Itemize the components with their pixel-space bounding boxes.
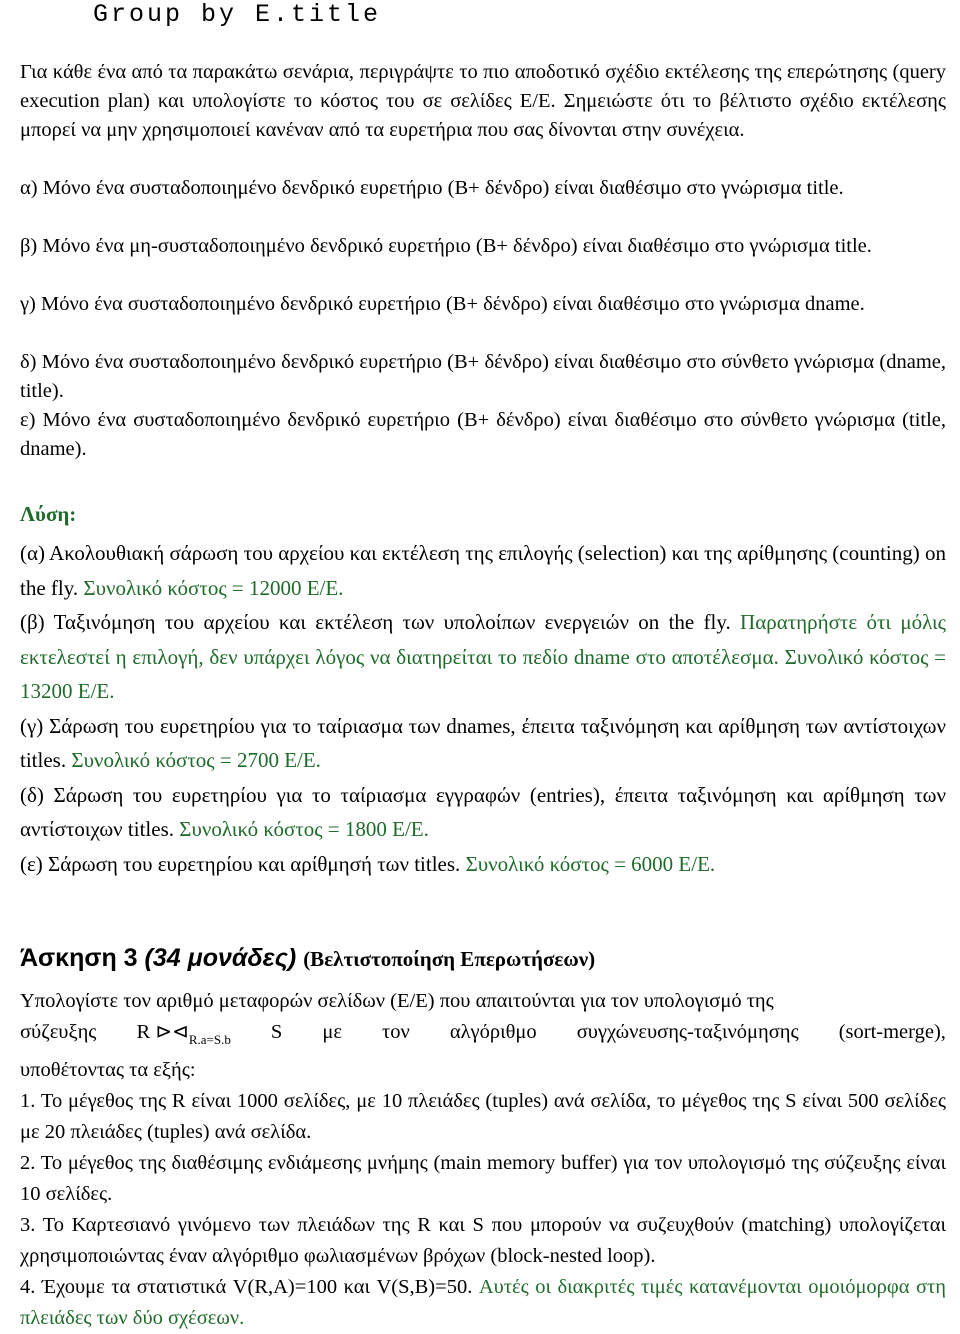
join-symbol: ⊳⊲ — [155, 1021, 189, 1043]
exercise-item-2: 2. Το μέγεθος της διαθέσιμης ενδιάμεσης μνήμης (main memory buffer) για τον υπολογισμό της σύζευξης είναι 10 σελίδες. — [20, 1152, 946, 1205]
join-relation-r: R $⊳⊲_{R.a=S.b}$ — [136, 1021, 231, 1047]
exercise-title-points: (34 μονάδες) — [144, 944, 297, 972]
solution-item-b — [20, 605, 946, 709]
solution-item-text: (α) Ακολουθιακή σάρωση του αρχείου και εκτέλεση της επιλογής (selection) και της αρίθμησης (counting) on the fly. — [20, 541, 946, 600]
scenario-b: β) Μόνο ένα μη-συσταδοποιημένο δενδρικό ευρετήριο (B+ δένδρο) είναι διαθέσιμο στο γνώρισμα title. — [20, 235, 872, 257]
join-word: τον — [382, 1021, 410, 1043]
solution-item-c — [20, 709, 946, 778]
exercise-body — [20, 986, 946, 1334]
group-by-heading: Group by E.title — [93, 0, 382, 29]
intro-paragraph: Για κάθε ένα από τα παρακάτω σενάρια, περιγράψτε το πιο αποδοτικό σχέδιο εκτέλεσης της επερώτησης (query execution plan) και υπολογίστε το κόστος του σε σελίδες Ε/Ε. Σημειώστε ότι το βέλτιστο σχέδιο εκτέλεσης μπορεί να μην χρησιμοποιεί κανέναν από τα ευρετήρια που σας δίνονται στην συνέχεια. — [20, 61, 946, 141]
exercise-intro-line: Υπολογίστε τον αριθμό μεταφορών σελίδων (Ε/Ε) που απαιτούνται για τον υπολογισμό της — [20, 990, 774, 1012]
solution-item-cost: Συνολικό κόστος = 2700 Ε/Ε. — [66, 748, 321, 772]
exercise-item-1: 1. Το μέγεθος της R είναι 1000 σελίδες, με 10 πλειάδες (tuples) ανά σελίδα, το μέγεθος της S είναι 500 σελίδες με 20 πλειάδες (tuples) ανά σελίδα. — [20, 1090, 946, 1143]
solution-item-cost: Συνολικό κόστος = 6000 Ε/Ε. — [460, 851, 716, 876]
solution-item-cost: Παρατηρήστε ότι μόλις εκτελεστεί η επιλογή, δεν υπάρχει λόγος να διατηρείται το πεδίο dname στο αποτέλεσμα. Συνολικό κόστος = 13200 Ε/Ε. — [20, 610, 946, 703]
solution-item-cost: Συνολικό κόστος = 1800 Ε/Ε. — [174, 817, 429, 841]
scenario-c: γ) Μόνο ένα συσταδοποιημένο δενδρικό ευρετήριο (B+ δένδρο) είναι διαθέσιμο στο γνώρισμα dname. — [20, 293, 865, 315]
solution-item-text: (δ) Σάρωση του ευρετηρίου για το ταίριασμα εγγραφών (entries), έπειτα ταξινόμηση και αρίθμηση των αντίστοιχων titles. — [20, 782, 946, 841]
solution-item-text: (ε) Σάρωση του ευρετηρίου και αρίθμησή των titles. — [20, 851, 461, 876]
solution-item-a — [20, 536, 946, 605]
solution-body — [20, 536, 946, 881]
join-word: (sort-merge), — [838, 1021, 946, 1043]
exercise-item-3: 3. Το Καρτεσιανό γινόμενο των πλειάδων της R και S που μπορούν να συζευχθούν (matching) υπολογίζεται χρησιμοποιώντας έναν αλγόριθμο φωλιασμένων βρόχων (block-nested loop). — [20, 1214, 946, 1267]
solution-item-text: (β) Ταξινόμηση του αρχείου και εκτέλεση των υπολοίπων ενεργειών on the fly. — [20, 610, 731, 634]
join-relation-s: S — [270, 1021, 283, 1043]
exercise-title-subtitle: (Βελτιστοποίηση Επερωτήσεων) — [303, 947, 596, 971]
solution-title: Λύση: — [20, 502, 77, 526]
exercise-item-4: 4. Έχουμε τα στατιστικά V(R,A)=100 και V(S,B)=50. Αυτές οι διακριτές τιμές κατανέμονται ομοιόμορφα στη πλειάδες των δύο σχέσεων. — [20, 1276, 946, 1329]
scenario-d: δ) Μόνο ένα συσταδοποιημένο δενδρικό ευρετήριο (B+ δένδρο) είναι διαθέσιμο στο σύνθετο γνώρισμα (dname, title). — [20, 351, 946, 402]
scenario-a: α) Μόνο ένα συσταδοποιημένο δενδρικό ευρετήριο (B+ δένδρο) είναι διαθέσιμο στο γνώρισμα title. — [20, 177, 844, 199]
join-word: σύζευξης — [20, 1021, 97, 1043]
solution-item-text: (γ) Σάρωση του ευρετηρίου για το ταίριασμα των dnames, έπειτα ταξινόμηση και αρίθμηση των αντίστοιχων titles. — [20, 713, 946, 772]
exercise-title — [20, 942, 595, 975]
scenario-e: ε) Μόνο ένα συσταδοποιημένο δενδρικό ευρετήριο (B+ δένδρο) είναι διαθέσιμο στο σύνθετο γνώρισμα (title, dname). — [20, 409, 946, 460]
join-word: συγχώνευσης-ταξινόμησης — [576, 1021, 799, 1043]
join-word: με — [322, 1021, 342, 1043]
join-word: αλγόριθμο — [449, 1021, 537, 1043]
solution-item-cost: Συνολικό κόστος = 12000 Ε/Ε. — [78, 575, 344, 600]
exercise-intro-end: υποθέτοντας τα εξής: — [20, 1059, 196, 1081]
exercise-title-main: Άσκηση 3 — [20, 944, 138, 972]
solution-item-d — [20, 778, 946, 847]
join-condition: R.a=S.b — [188, 1032, 231, 1047]
solution-item-e — [20, 847, 946, 882]
join-expression-line — [20, 1017, 946, 1055]
